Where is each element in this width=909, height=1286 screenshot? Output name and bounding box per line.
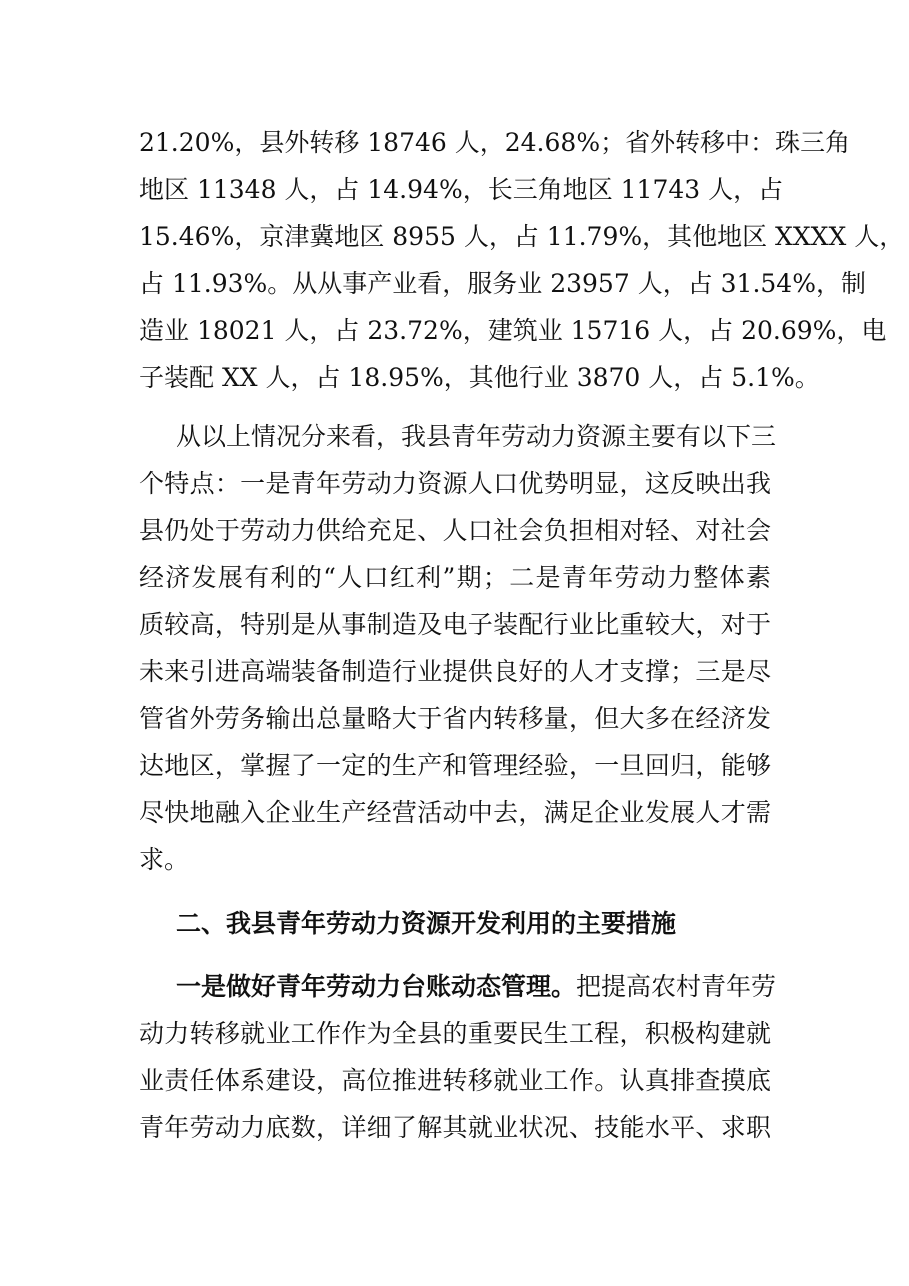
paragraph-3-line: 业责任体系建设，高位推进转移就业工作。认真排查摸底 [139,1066,771,1095]
paragraph-2-line: 求。 [139,845,190,874]
paragraph-3-line [176,970,777,1004]
paragraph-1-line: 占 11.93%。从从事产业看，服务业 23957 人，占 31.54%，制 [139,269,866,298]
paragraph-2-line: 个特点：一是青年劳动力资源人口优势明显，这反映出我 [139,469,771,498]
paragraph-2-line: 质较高，特别是从事制造及电子装配行业比重较大，对于 [139,610,771,639]
paragraph-2-line: 管省外劳务输出总量略大于省内转移量，但大多在经济发 [139,704,771,733]
paragraph-3-lead-rest: 把提高农村青年劳 [576,972,777,1001]
paragraph-3-bold-lead: 一是做好青年劳动力台账动态管理。 [176,972,577,1001]
paragraph-1-line: 15.46%，京津冀地区 8955 人，占 11.79%，其他地区 XXXX 人， [139,222,905,251]
paragraph-2-line: 县仍处于劳动力供给充足、人口社会负担相对轻、对社会 [139,516,771,545]
section-heading: 二、我县青年劳动力资源开发利用的主要措施 [176,909,677,938]
paragraph-2-line: 未来引进高端装备制造行业提供良好的人才支撑；三是尽 [139,657,771,686]
paragraph-1-line: 子装配 XX 人，占 18.95%，其他行业 3870 人，占 5.1%。 [139,363,820,392]
paragraph-2-line: 达地区，掌握了一定的生产和管理经验，一旦回归，能够 [139,751,771,780]
paragraph-3-line: 青年劳动力底数，详细了解其就业状况、技能水平、求职 [139,1113,771,1142]
paragraph-2-line: 从以上情况分来看，我县青年劳动力资源主要有以下三 [176,422,777,451]
paragraph-2-line: 尽快地融入企业生产经营活动中去，满足企业发展人才需 [139,798,771,827]
paragraph-2-line: 经济发展有利的“人口红利”期；二是青年劳动力整体素 [139,563,771,592]
paragraph-1-line: 21.20%，县外转移 18746 人，24.68%；省外转移中：珠三角 [139,128,851,157]
paragraph-1-line: 地区 11348 人，占 14.94%，长三角地区 11743 人，占 [139,175,784,204]
paragraph-3-line: 动力转移就业工作作为全县的重要民生工程，积极构建就 [139,1019,771,1048]
paragraph-1-line: 造业 18021 人，占 23.72%，建筑业 15716 人，占 20.69%，电 [139,316,887,345]
